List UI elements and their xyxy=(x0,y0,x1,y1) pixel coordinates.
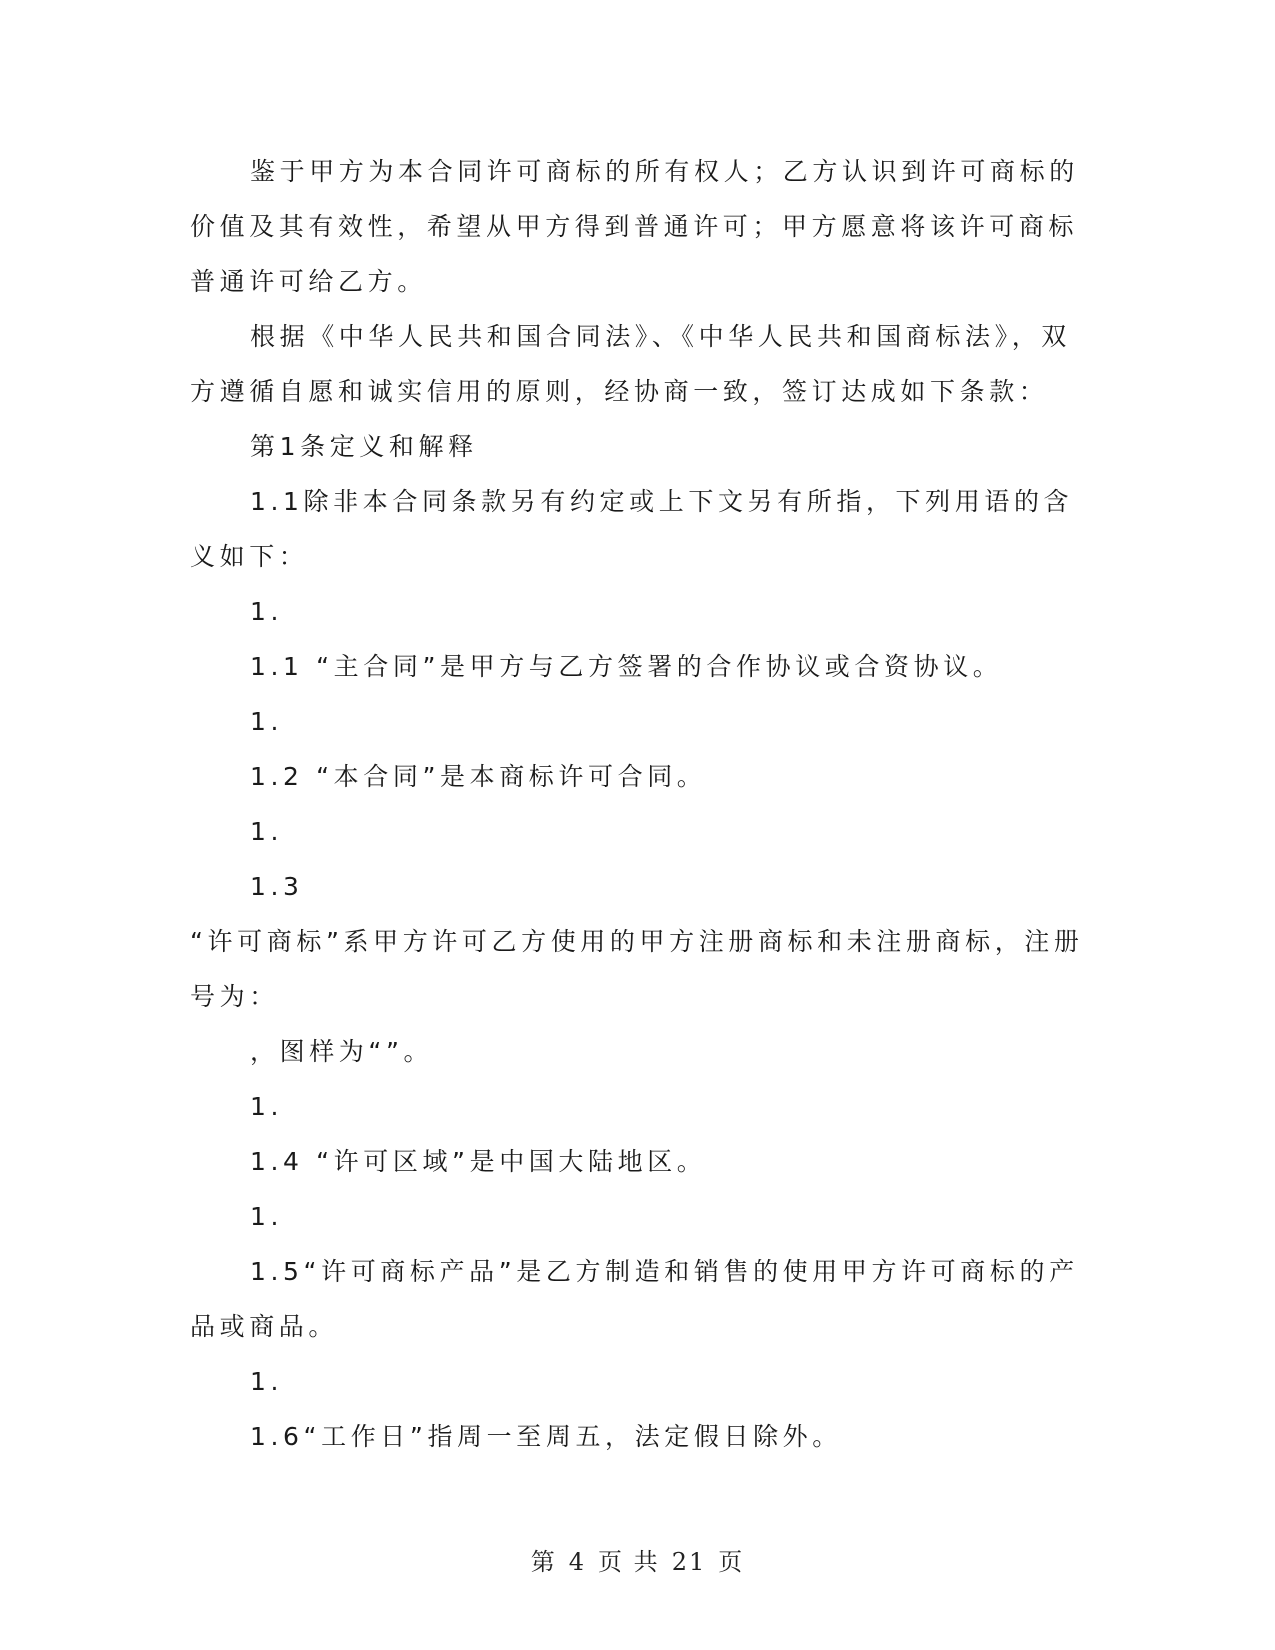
clause-number: 1. xyxy=(250,817,284,846)
clause-number: 1. xyxy=(250,1202,284,1231)
paragraph-preamble: 鉴于甲方为本合同许可商标的所有权人；乙方认识到许可商标的价值及其有效性，希望从甲方得到普通许可；甲方愿意将该许可商标普通许可给乙方。 xyxy=(190,157,1079,296)
clause-number: 1. xyxy=(250,597,284,626)
clause-number: 1. xyxy=(250,1092,284,1121)
clause-1-1-6: 1.6“工作日”指周一至周五，法定假日除外。 xyxy=(250,1422,842,1451)
footer-total-pages: 21 xyxy=(671,1548,707,1576)
article-1-heading: 第1条定义和解释 xyxy=(250,432,478,461)
clause-number: 1. xyxy=(250,707,284,736)
clause-1-1-1: 1.1 “主合同”是甲方与乙方签署的合作协议或合资协议。 xyxy=(250,652,1003,681)
clause-1-1-5: 1.5“许可商标产品”是乙方制造和销售的使用甲方许可商标的产品或商品。 xyxy=(190,1257,1079,1341)
clause-1-1: 1.1除非本合同条款另有约定或上下文另有所指，下列用语的含义如下： xyxy=(190,487,1074,571)
clause-1-1-3-number: 1.3 xyxy=(250,872,304,901)
clause-1-1-3-text: “许可商标”系甲方许可乙方使用的甲方注册商标和未注册商标，注册号为： xyxy=(190,927,1084,1011)
page-footer xyxy=(0,1542,1275,1577)
clause-1-1-2: 1.2 “本合同”是本商标许可合同。 xyxy=(250,762,707,791)
footer-current-page: 4 xyxy=(568,1548,587,1576)
clause-1-1-4: 1.4 “许可区域”是中国大陆地区。 xyxy=(250,1147,707,1176)
clause-1-1-3-design: ，图样为“”。 xyxy=(250,1037,434,1066)
footer-prefix: 第 xyxy=(530,1548,557,1576)
footer-middle: 页 共 xyxy=(598,1548,660,1576)
document-body xyxy=(190,144,1085,1464)
paragraph-legal-basis: 根据《中华人民共和国合同法》、《中华人民共和国商标法》，双方遵循自愿和诚实信用的原则，经协商一致，签订达成如下条款： xyxy=(190,322,1071,406)
footer-suffix: 页 xyxy=(718,1548,745,1576)
clause-number: 1. xyxy=(250,1367,284,1396)
